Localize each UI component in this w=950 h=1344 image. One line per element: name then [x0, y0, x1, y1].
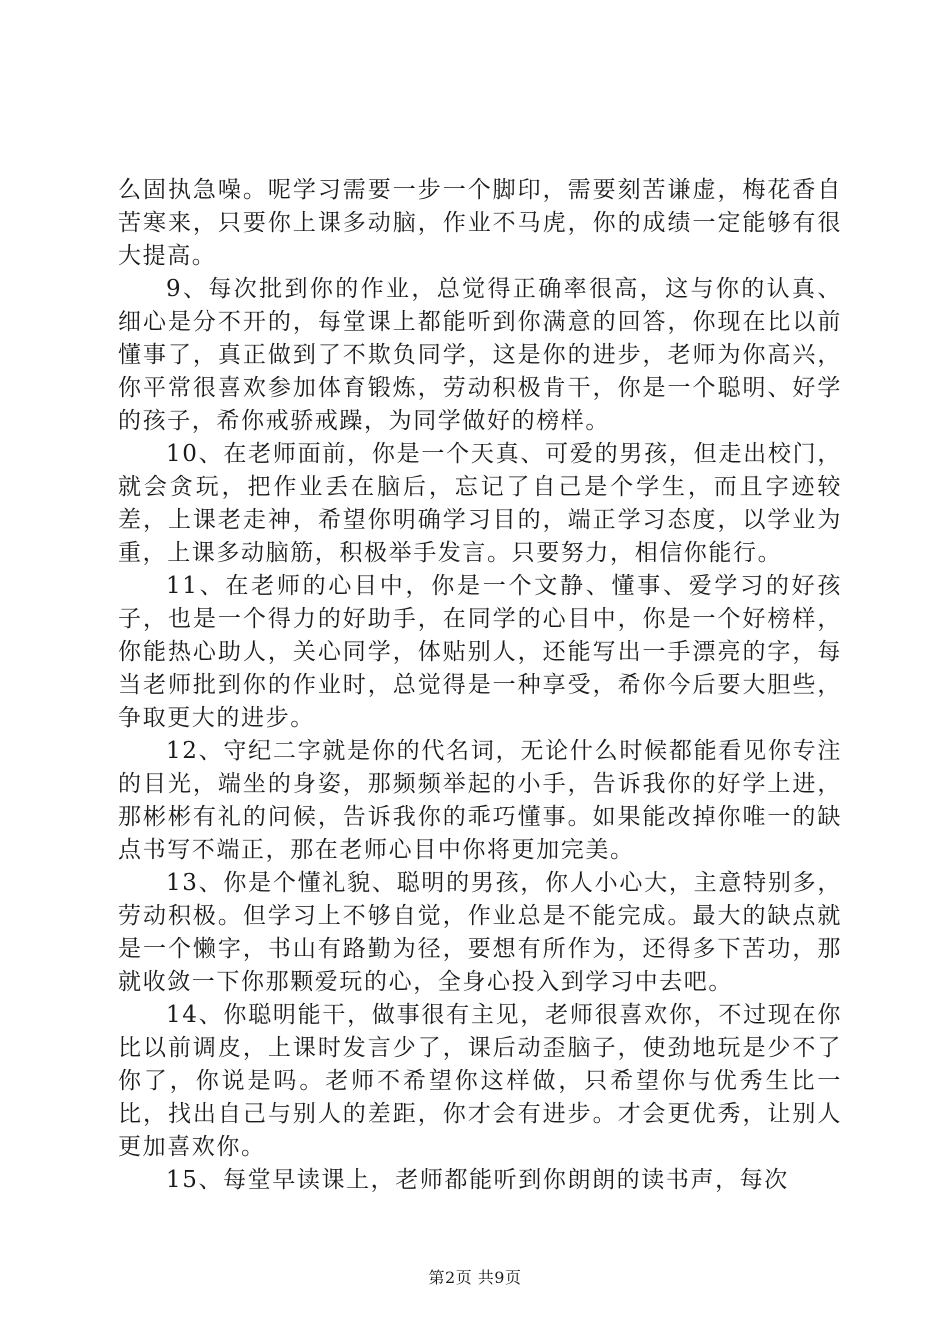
- paragraph-12: 12、守纪二字就是你的代名词，无论什么时候都能看见你专注的目光，端坐的身姿，那频频举起的小手，告诉我你的好学上进，那彬彬有礼的问候，告诉我你的乖巧懂事。如果能改掉你唯一的缺点书写不端正，那在老师心目中你将更加完美。: [118, 738, 842, 863]
- paragraph-14: 14、你聪明能干，做事很有主见，老师很喜欢你，不过现在你比以前调皮，上课时发言少了，课后动歪脑子，使劲地玩是少不了你了，你说是吗。老师不希望你这样做，只希望你与优秀生比一比，找出自己与别人的差距，你才会有进步。才会更优秀，让别人更加喜欢你。: [118, 1002, 842, 1160]
- paragraph-continuation: 么固执急噪。呢学习需要一步一个脚印，需要刻苦谦虚，梅花香自苦寒来，只要你上课多动脑，作业不马虎，你的成绩一定能够有很大提高。: [118, 177, 842, 269]
- paragraph-15: 15、每堂早读课上，老师都能听到你朗朗的读书声，每次: [166, 1167, 789, 1193]
- paragraph-11: 11、在老师的心目中，你是一个文静、懂事、爱学习的好孩子，也是一个得力的好助手，在同学的心目中，你是一个好榜样，你能热心助人，关心同学，体贴别人，还能写出一手漂亮的字，每当老师批到你的作业时，总觉得是一种享受，希你今后要大胆些，争取更大的进步。: [118, 573, 842, 731]
- page-number-footer: 第2页 共9页: [428, 1268, 522, 1287]
- paragraph-13: 13、你是个懂礼貌、聪明的男孩，你人小心大，主意特别多，劳动积极。但学习上不够自觉，作业总是不能完成。最大的缺点就是一个懒字，书山有路勤为径，要想有所作为，还得多下苦功，那就收敛一下你那颗爱玩的心，全身心投入到学习中去吧。: [118, 870, 842, 995]
- document-body: [118, 174, 842, 1197]
- paragraph-10: 10、在老师面前，你是一个天真、可爱的男孩，但走出校门，就会贪玩，把作业丢在脑后，忘记了自己是个学生，而且字迹较差，上课老走神，希望你明确学习目的，端正学习态度，以学业为重，上课多动脑筋，积极举手发言。只要努力，相信你能行。: [118, 441, 842, 566]
- paragraph-9: 9、每次批到你的作业，总觉得正确率很高，这与你的认真、细心是分不开的，每堂课上都能听到你满意的回答，你现在比以前懂事了，真正做到了不欺负同学，这是你的进步，老师为你高兴，你平常很喜欢参加体育锻炼，劳动积极肯干，你是一个聪明、好学的孩子，希你戒骄戒躁，为同学做好的榜样。: [118, 276, 842, 434]
